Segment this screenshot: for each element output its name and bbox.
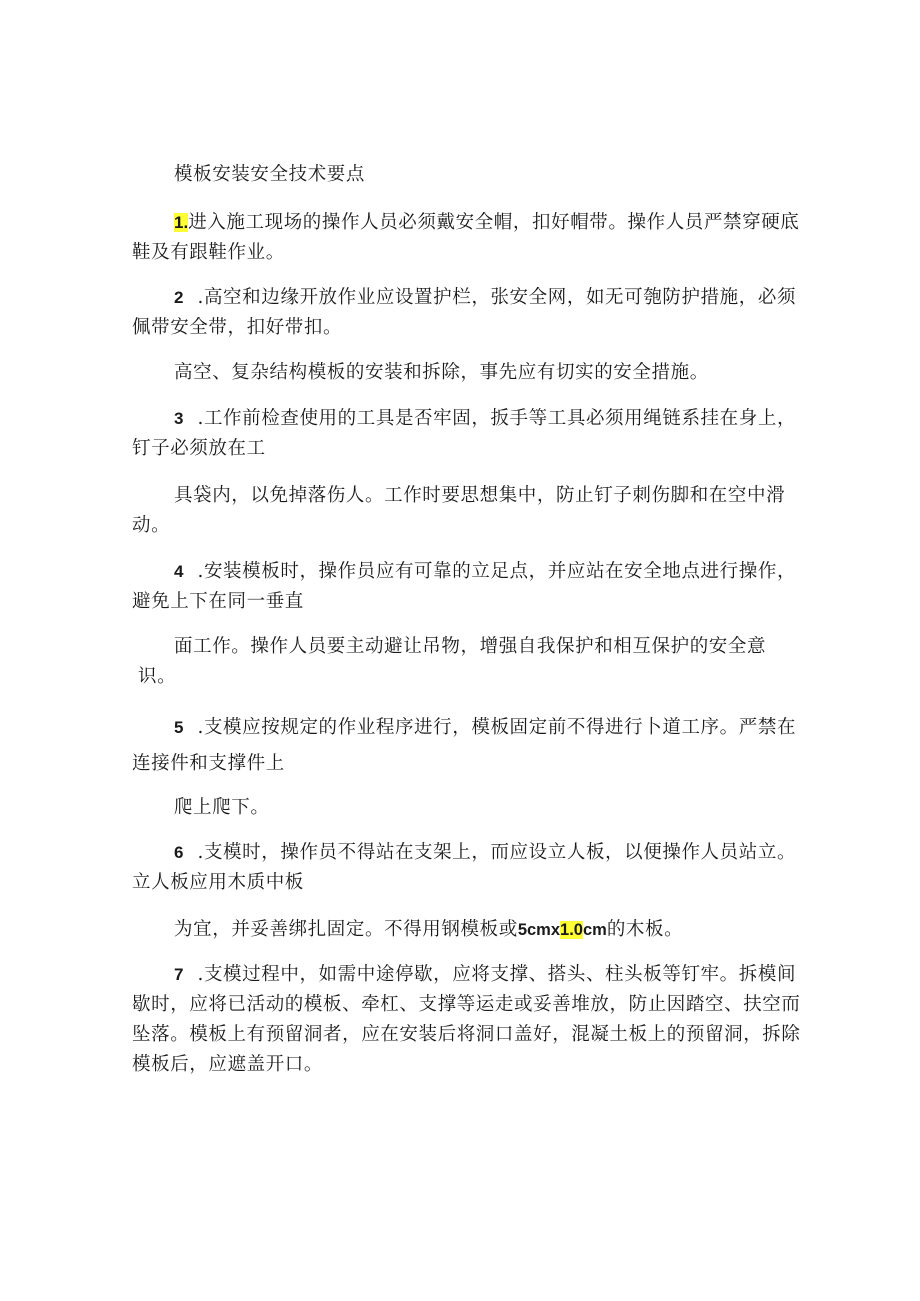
item-5-line-2: 连接件和支撑件上: [132, 753, 285, 774]
item-7-line-2: 歇时，应将已活动的模板、牵杠、支撑等运走或妥善堆放，防止因踏空、扶空而: [132, 994, 801, 1015]
item-7: [132, 960, 801, 1080]
item-2-number: 2: [174, 288, 184, 307]
item-6-line-1: [132, 838, 797, 868]
paragraph-board-spec: [132, 915, 834, 945]
item-4-line-2: 避免上下在同一垂直: [132, 591, 304, 612]
item-6: [132, 838, 797, 898]
item-5-number: 5: [174, 718, 184, 737]
item-2-text-1: .高空和边缘开放作业应设置护栏，张安全网，如无可匏防护措施，必须: [197, 287, 797, 308]
item-2: [132, 283, 797, 343]
paragraph-avoid-loads: [132, 632, 792, 692]
item-1-num: 1: [174, 213, 184, 232]
item-1-line-1: [132, 208, 800, 238]
item-5-text-1: .支模应按规定的作业程序进行，模板固定前不得进行卜道工序。严禁在: [197, 717, 797, 738]
item-5-line-1: [132, 713, 797, 743]
item-1-line-2: 鞋及有跟鞋作业。: [132, 242, 285, 263]
item-7-line-1: [132, 960, 797, 990]
item-3-number: 3: [174, 409, 184, 428]
dimension-highlighted: 1.0: [560, 921, 583, 939]
dimension-width: 5cmx: [517, 921, 561, 939]
item-6-text-1: .支模时，操作员不得站在支架上，而应设立人板，以便操作人员站立。: [197, 842, 797, 863]
paragraph-tool-bag: [132, 481, 792, 541]
item-1-text-1: 进入施工现场的操作人员必须戴安全帽，扣好帽带。操作人员严禁穿硬底: [188, 212, 800, 233]
paragraph-tool-bag-line-1: 具袋内，以免掉落伤人。工作时要思想集中，防止钉子刺伤脚和在空中滑: [174, 485, 786, 506]
item-3-text-1: .工作前检查使用的工具是否牢固，扳手等工具必须用绳链系挂在身上，: [197, 408, 797, 429]
item-4-line-1: [132, 557, 797, 587]
item-3-line-1: [132, 404, 797, 434]
paragraph-avoid-loads-line-2: 识。: [138, 666, 177, 687]
dimension-unit: cm: [582, 921, 607, 939]
item-3-line-2: 钉子必须放在工: [132, 438, 266, 459]
item-1-dot: .: [183, 213, 189, 232]
paragraph-board-spec-text: 为宜，并妥善绑扎固定。不得用钢模板或: [174, 919, 518, 940]
item-4: [132, 557, 797, 617]
item-7-line-3: 坠落。模板上有预留洞者，应在安装后将洞口盖好，混凝土板上的预留洞，拆除: [132, 1024, 801, 1045]
item-7-line-4: 模板后，应遮盖开口。: [132, 1054, 324, 1075]
item-6-line-2: 立人板应用木质中板: [132, 872, 304, 893]
item-1-number: [174, 213, 188, 232]
item-6-number: 6: [174, 843, 184, 862]
paragraph-safety-measures: 高空、复杂结构模板的安装和拆除，事先应有切实的安全措施。: [174, 362, 709, 383]
item-4-text-1: .安装模板时，操作员应有可靠的立足点，并应站在安全地点进行操作，: [197, 561, 797, 582]
item-2-line-1: [132, 283, 797, 313]
paragraph-board-spec-end: 的木板。: [606, 919, 684, 940]
paragraph-climbing: 爬上爬下。: [174, 797, 270, 818]
item-5: [132, 713, 797, 779]
doc-title: [132, 160, 834, 190]
paragraph-tool-bag-line-2: 动。: [132, 515, 171, 536]
item-7-text-1: .支模过程中，如需中途停歇，应将支撑、搭头、柱头板等钉牢。拆模间: [197, 964, 797, 985]
item-7-number: 7: [174, 965, 184, 984]
item-4-number: 4: [174, 562, 184, 581]
item-3: [132, 404, 797, 464]
doc-title-text: 模板安装安全技术要点: [174, 164, 366, 185]
paragraph-avoid-loads-line-1: 面工作。操作人员要主动避让吊物，增强自我保护和相互保护的安全意: [174, 636, 767, 657]
item-1: [132, 208, 800, 268]
item-2-line-2: 佩带安全带，扣好带扣。: [132, 317, 343, 338]
